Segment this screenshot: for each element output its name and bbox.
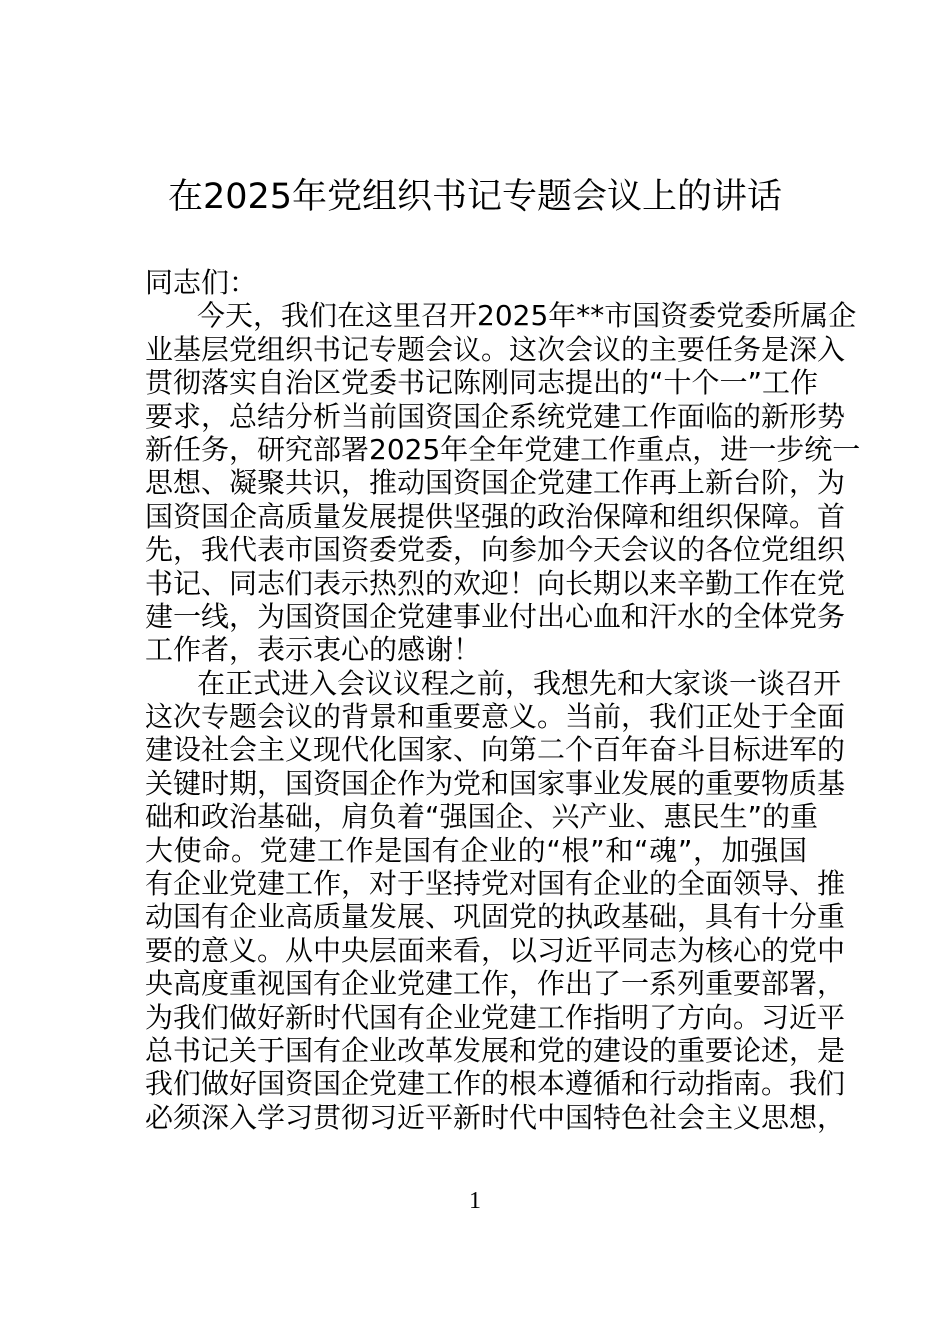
- paragraph-line: 大使命。党建工作是国有企业的“根”和“魂”，加强国: [145, 833, 807, 867]
- paragraph-line: 总书记关于国有企业改革发展和党的建设的重要论述，是: [145, 1033, 846, 1067]
- paragraph-line: 建一线，为国资国企党建事业付出心血和汗水的全体党务: [145, 599, 846, 633]
- paragraph-line: 要的意义。从中央层面来看，以习近平同志为核心的党中: [145, 933, 846, 967]
- paragraph: [145, 666, 846, 1134]
- paragraph-line: 为我们做好新时代国有企业党建工作指明了方向。习近平: [145, 1000, 846, 1034]
- document-body: [145, 266, 861, 1134]
- paragraph: [145, 299, 861, 667]
- paragraph-line: 先，我代表市国资委党委，向参加今天会议的各位党组织: [145, 533, 846, 567]
- paragraph-line: 我们做好国资国企党建工作的根本遵循和行动指南。我们: [145, 1067, 846, 1101]
- paragraph-line: 业基层党组织书记专题会议。这次会议的主要任务是深入: [145, 332, 846, 366]
- paragraph-line: 思想、凝聚共识，推动国资国企党建工作再上新台阶，为: [145, 466, 846, 500]
- paragraph-line: 有企业党建工作，对于坚持党对国有企业的全面领导、推: [145, 867, 846, 901]
- paragraph-line: 书记、同志们表示热烈的欢迎！向长期以来辛勤工作在党: [145, 566, 846, 600]
- paragraph-line: 国资国企高质量发展提供坚强的政治保障和组织保障。首: [145, 499, 846, 533]
- paragraph-line: 工作者，表示衷心的感谢！: [145, 633, 482, 667]
- salutation: 同志们：: [145, 266, 258, 299]
- paragraph-line: 新任务，研究部署2025年全年党建工作重点，进一步统一: [145, 432, 861, 466]
- paragraphs: [145, 299, 861, 1134]
- paragraph-line: 央高度重视国有企业党建工作，作出了一系列重要部署，: [145, 967, 846, 1001]
- paragraph-line: 础和政治基础，肩负着“强国企、兴产业、惠民生”的重: [145, 800, 819, 834]
- paragraph-line: 动国有企业高质量发展、巩固党的执政基础，具有十分重: [145, 900, 846, 934]
- paragraph-line: 这次专题会议的背景和重要意义。当前，我们正处于全面: [145, 700, 846, 734]
- paragraph-line: 在正式进入会议议程之前，我想先和大家谈一谈召开: [197, 666, 842, 700]
- page-number: 1: [469, 1188, 481, 1214]
- paragraph-line: 必须深入学习贯彻习近平新时代中国特色社会主义思想，: [145, 1100, 846, 1134]
- paragraph-line: 贯彻落实自治区党委书记陈刚同志提出的“十个一”工作: [145, 366, 819, 400]
- paragraph-line: 建设社会主义现代化国家、向第二个百年奋斗目标进军的: [145, 733, 846, 767]
- paragraph-line: 要求，总结分析当前国资国企系统党建工作面临的新形势: [145, 399, 846, 433]
- paragraph-line: 关键时期，国资国企作为党和国家事业发展的重要物质基: [145, 766, 846, 800]
- document-title: 在2025年党组织书记专题会议上的讲话: [167, 177, 783, 217]
- paragraph-line: 今天，我们在这里召开2025年**市国资委党委所属企: [197, 299, 857, 333]
